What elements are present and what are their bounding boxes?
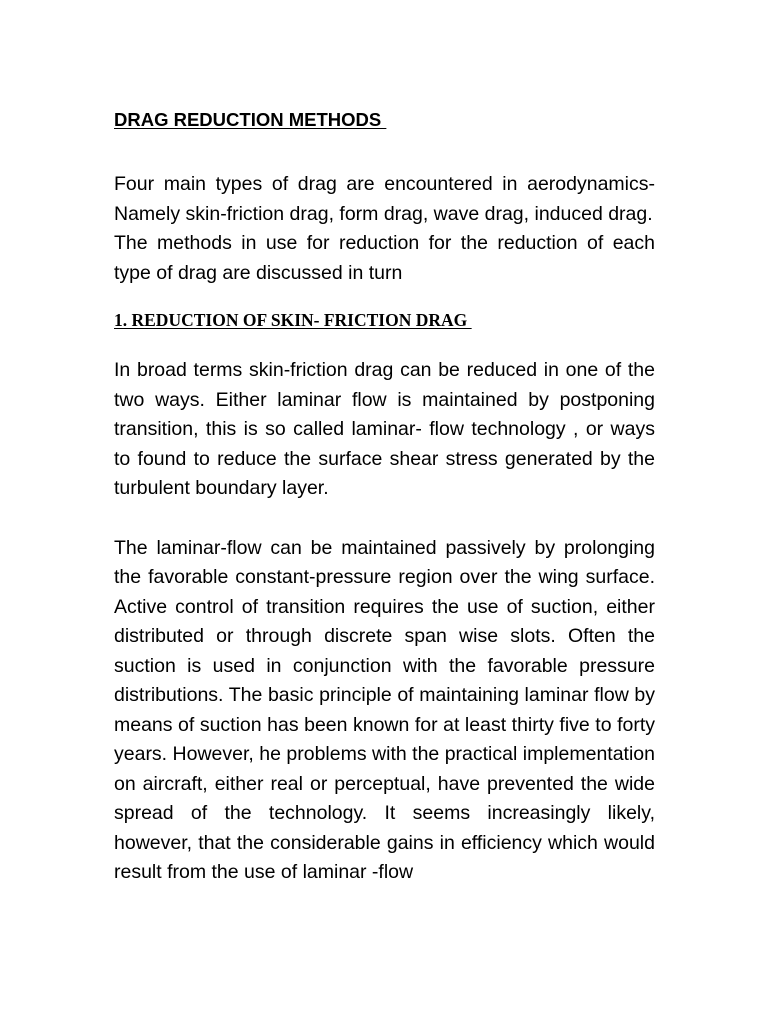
section-1-paragraph-1: In broad terms skin-friction drag can be reduced in one of the two ways. Either laminar flow is maintained by postponing transition, this is so called laminar- flow technology , or ways to found to reduce the surface shear stress generated by the turbulent boundary layer. (114, 359, 655, 499)
document-body (114, 106, 655, 888)
section-1-paragraph-2: The laminar-flow can be maintained passively by prolonging the favorable constant-pressure region over the wing surface. Active control of transition requires the use of suction, either distributed or through discrete span wise slots. Often the suction is used in conjunction with the favorable pressure distributions. The basic principle of maintaining laminar flow by means of suction has been known for at least thirty five to forty years. However, he problems with the practical implementation on aircraft, either real or perceptual, have prevented the wide spread of the technology. It seems increasingly likely, however, that the considerable gains in efficiency which would result from the use of laminar -flow (114, 536, 655, 883)
document-title: DRAG REDUCTION METHODS (114, 109, 387, 130)
section-1-heading: 1. REDUCTION OF SKIN- FRICTION DRAG (114, 310, 472, 330)
intro-paragraph-1: Four main types of drag are encountered in aerodynamics- Namely skin-friction drag, form drag, wave drag, induced drag. (114, 173, 655, 225)
intro-paragraph-2: The methods in use for reduction for the reduction of each type of drag are discussed in turn (114, 232, 655, 284)
